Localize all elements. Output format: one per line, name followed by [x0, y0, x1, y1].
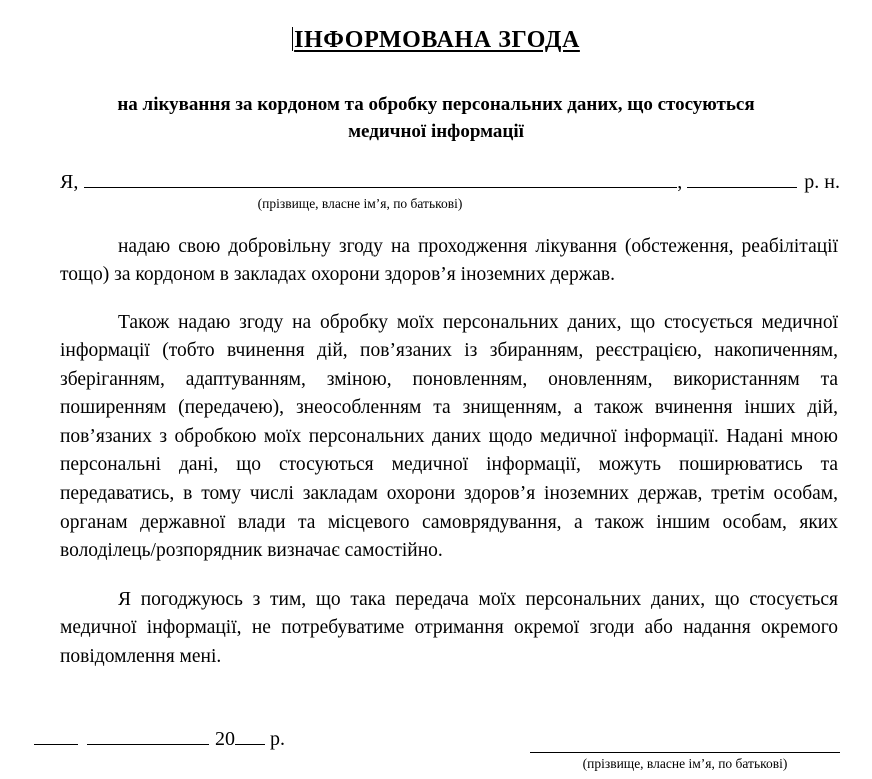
page-subtitle: на лікування за кордоном та обробку персональних даних, що стосуються медичної інформації [117, 94, 755, 143]
name-field-label: Я, [60, 171, 79, 194]
date-year-prefix: 20 [215, 728, 235, 750]
signature-block [530, 751, 840, 773]
full-name-caption: (прізвище, власне ім’я, по батькові) [257, 196, 463, 212]
date-year-input[interactable] [235, 723, 265, 745]
birth-year-input[interactable] [687, 166, 797, 188]
signature-input[interactable] [530, 751, 840, 753]
name-line-comma: , [677, 171, 683, 194]
title-block [0, 0, 872, 146]
text-caret [292, 27, 293, 51]
date-day-input[interactable] [34, 723, 78, 745]
paragraph-consent-data-processing: Також надаю згоду на обробку моїх персональних даних, що стосується медичної інформації (тобто вчинення дій, пов’язаних із збиранням, реєстрацією, накопиченням, зберіганням, адаптуванням, зміною, поновленням, оновленням, використанням та поширенням (передачею), знеособленням та знищенням, а також вчинення інших дій, пов’язаних з обробкою моїх персональних даних щодо медичної інформації. Надані мною персональні дані, що стосуються медичної інформації, можуть поширюватись та передаватись, в тому числі закладам охорони здоров’я іноземних держав, третім особам, органам державної влади та місцевого самоврядування, а також іншим особам, яких володілець/розпорядник визначає самостійно. [60, 311, 838, 562]
date-field-row [34, 723, 285, 773]
date-month-input[interactable] [87, 723, 209, 745]
signature-caption: (прізвище, власне ім’я, по батькові) [582, 756, 788, 772]
page-title [292, 26, 580, 55]
page-title-text: ІНФОРМОВАНА ЗГОДА [294, 27, 580, 54]
full-name-input[interactable] [84, 166, 677, 188]
date-year-suffix: р. [270, 728, 285, 750]
paragraph-consent-treatment: надаю свою добровільну згоду на проходження лікування (обстеження, реабілітації тощо) за кордоном в закладах охорони здоров’я іноземних держав. [60, 235, 838, 286]
signature-footer [0, 723, 872, 773]
name-field-row [0, 166, 872, 194]
birth-year-suffix: р. н. [804, 171, 840, 194]
paragraph-consent-no-extra-notice: Я погоджуюсь з тим, що така передача моїх персональних даних, що стосується медичної інформації, не потребуватиме отримання окремої згоди або надання окремого повідомлення мені. [60, 588, 838, 667]
document-body [0, 233, 872, 672]
